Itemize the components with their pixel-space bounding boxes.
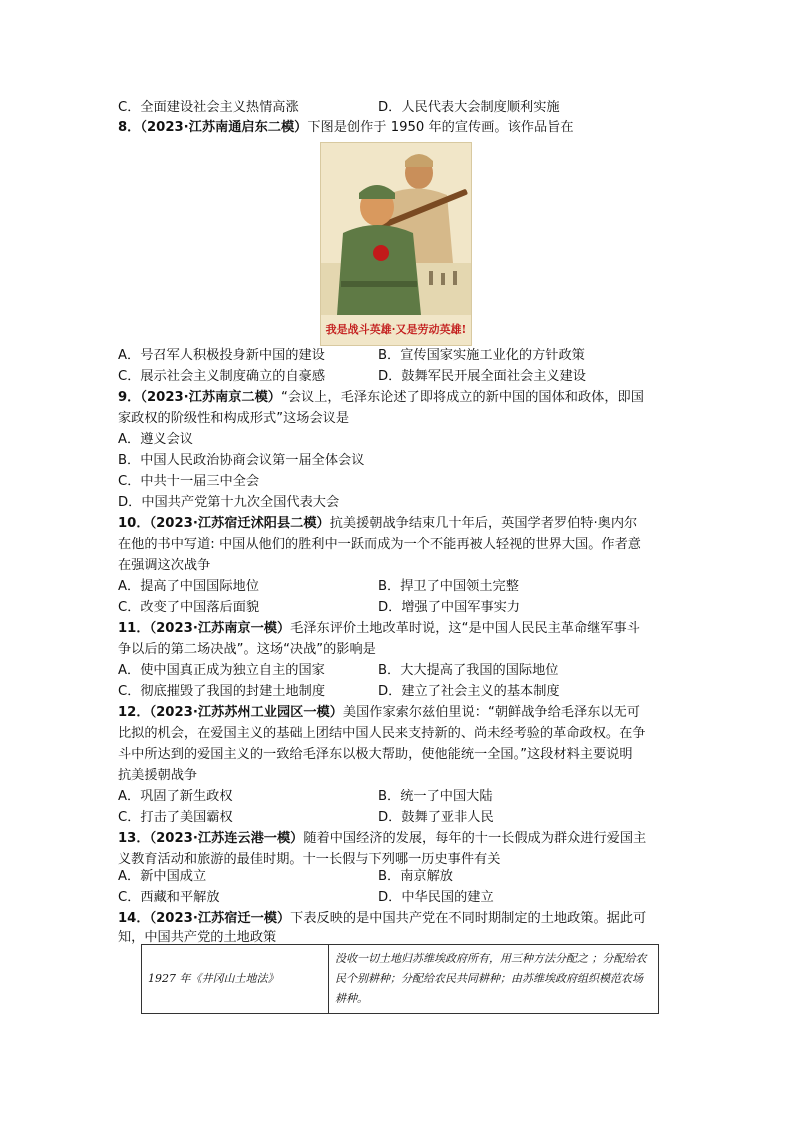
option-b: B．中国人民政治协商会议第一届全体会议 — [118, 453, 365, 468]
question-text: “会议上，毛泽东论述了即将成立的新中国的国体和政体，即国 — [281, 390, 644, 405]
poster-illustration — [321, 143, 471, 345]
option-c: C．彻底摧毁了我国的封建土地制度 — [118, 684, 326, 699]
question-number: 13． — [118, 831, 150, 846]
question-10-stem — [118, 514, 637, 534]
question-number: 10． — [118, 516, 150, 531]
question-8-stem — [118, 118, 574, 138]
question-text-line: 在他的书中写道: 中国从他们的胜利中一跃而成为一个不能再被人轻视的世界大国。作者意 — [118, 537, 641, 552]
table-row — [142, 945, 659, 1014]
question-text: 随着中国经济的发展，每年的十一长假成为群众进行爱国主 — [303, 831, 647, 846]
option-a: A．号召军人积极投身新中国的建设 — [118, 348, 325, 363]
question-14-stem — [118, 909, 646, 929]
option-d: D．鼓舞了亚非人民 — [378, 810, 494, 825]
question-number: 12． — [118, 705, 150, 720]
question-13-stem — [118, 829, 646, 849]
option-a: A．遵义会议 — [118, 432, 193, 447]
question-text-line: 抗美援朝战争 — [118, 768, 198, 783]
option-c: C．改变了中国落后面貌 — [118, 600, 260, 615]
question-text-line: 争以后的第二场决战”。这场“决战”的影响是 — [118, 642, 376, 657]
question-text-line: 在强调这次战争 — [118, 558, 211, 573]
option-d: D．人民代表大会制度顺利实施 — [378, 100, 560, 115]
option-d: D．中华民国的建立 — [378, 890, 494, 905]
question-number: 11． — [118, 621, 150, 636]
question-9-stem — [118, 388, 644, 408]
option-b: B．捍卫了中国领土完整 — [378, 579, 519, 594]
option-a: A．新中国成立 — [118, 869, 207, 884]
poster-caption: 我是战斗英雄·又是劳动英雄! — [325, 323, 467, 336]
question-text-line: 家政权的阶级性和构成形式”这场会议是 — [118, 411, 350, 426]
option-b: B．统一了中国大陆 — [378, 789, 493, 804]
question-text-line: 知，中国共产党的土地政策 — [118, 930, 277, 945]
option-a: A．使中国真正成为独立自主的国家 — [118, 663, 325, 678]
option-a: A．提高了中国国际地位 — [118, 579, 259, 594]
question-number: 14． — [118, 911, 150, 926]
option-d: D．建立了社会主义的基本制度 — [378, 684, 560, 699]
option-a: A．巩固了新生政权 — [118, 789, 233, 804]
propaganda-poster-image — [320, 142, 472, 346]
question-text-line: 比拟的机会，在爱国主义的基础上团结中国人民来支持新的、尚未经考验的革命政权。在争 — [118, 726, 646, 741]
question-source: （2023·江苏南京二模） — [140, 390, 281, 405]
question-text: 美国作家索尔兹伯里说：“朝鲜战争给毛泽东以无可 — [342, 705, 640, 720]
option-b: B．大大提高了我国的国际地位 — [378, 663, 559, 678]
option-d: D．鼓舞军民开展全面社会主义建设 — [378, 369, 586, 384]
option-c: C．中共十一届三中全会 — [118, 474, 260, 489]
question-number: 8． — [118, 120, 141, 135]
question-source: （2023·江苏南通启东二模） — [140, 120, 308, 135]
land-policy-table — [141, 944, 659, 1014]
question-text-line: 义教育活动和旅游的最佳时期。十一长假与下列哪一历史事件有关 — [118, 852, 501, 867]
option-c: C．展示社会主义制度确立的自豪感 — [118, 369, 326, 384]
question-source: （2023·江苏苏州工业园区一模） — [149, 705, 343, 720]
question-source: （2023·江苏宿迁一模） — [149, 911, 291, 926]
question-11-stem — [118, 619, 640, 639]
question-source: （2023·江苏南京一模） — [149, 621, 291, 636]
option-d: D．中国共产党第十九次全国代表大会 — [118, 495, 340, 510]
option-b: B．宣传国家实施工业化的方针政策 — [378, 348, 585, 363]
table-cell-policy-name: 1927 年《井冈山土地法》 — [142, 945, 329, 1014]
option-d: D．增强了中国军事实力 — [378, 600, 521, 615]
question-text: 毛泽东评价土地改革时说，这“是中国人民民主革命继军事斗 — [290, 621, 640, 636]
question-number: 9． — [118, 390, 141, 405]
table-cell-policy-content: 没收一切土地归苏维埃政府所有，用三种方法分配之 ；分配给农民个别耕种；分配给农民共同耕种；由苏维埃政府组织模范农场耕种。 — [329, 945, 659, 1014]
option-c: C．全面建设社会主义热情高涨 — [118, 100, 299, 115]
question-source: （2023·江苏连云港一模） — [149, 831, 304, 846]
question-text: 抗美援朝战争结束几十年后，英国学者罗伯特·奥内尔 — [329, 516, 638, 531]
question-12-stem — [118, 703, 640, 723]
question-text: 下图是创作于 1950 年的宣传画。该作品旨在 — [307, 120, 574, 135]
question-source: （2023·江苏宿迁沭阳县二模） — [149, 516, 330, 531]
option-b: B．南京解放 — [378, 869, 453, 884]
option-c: C．打击了美国霸权 — [118, 810, 233, 825]
question-text: 下表反映的是中国共产党在不同时期制定的土地政策。据此可 — [290, 911, 647, 926]
option-c: C．西藏和平解放 — [118, 890, 220, 905]
question-text-line: 斗中所达到的爱国主义的一致给毛泽东以极大帮助，使他能统一全国。”这段材料主要说明 — [118, 747, 633, 762]
